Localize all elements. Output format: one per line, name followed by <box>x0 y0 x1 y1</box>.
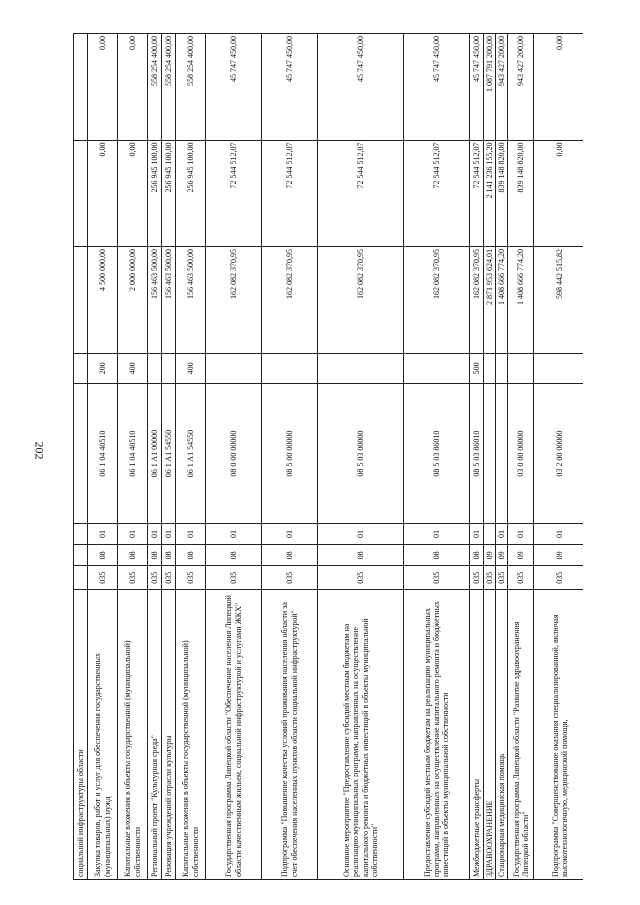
row-name: Капитальные вложения в объекты государственной (муниципальной) собственности <box>176 590 206 880</box>
table-row <box>404 34 470 880</box>
row-expense-type: 400 <box>118 353 148 384</box>
table-row <box>534 34 583 880</box>
row-name: Государственная программа Липецкой области "Развитие здравоохранения Липецкой области" <box>508 590 534 880</box>
row-expense-type <box>484 353 496 384</box>
row-grbs: 035 <box>148 566 162 590</box>
row-amount-year-2: 72 544 512,07 <box>262 140 318 246</box>
row-target-article: 06 1 A1 54550 <box>176 384 206 524</box>
row-grbs: 035 <box>88 566 118 590</box>
row-expense-type <box>162 353 176 384</box>
row-grbs <box>74 566 88 590</box>
table-row <box>484 34 496 880</box>
row-amount-year-2: 2 141 236 155,20 <box>484 140 496 246</box>
row-amount-year-1: 162 082 370,95 <box>470 247 484 353</box>
row-grbs: 035 <box>470 566 484 590</box>
row-amount-year-3: 0,00 <box>88 34 118 141</box>
row-target-article: 03 0 00 00000 <box>508 384 534 524</box>
row-name: социальной инфраструктуры области <box>74 590 88 880</box>
row-amount-year-1: 156 463 500,00 <box>176 247 206 353</box>
row-subsection: 01 <box>162 523 176 544</box>
row-target-article: 08 0 00 00000 <box>206 384 262 524</box>
row-name: Капитальные вложения в объекты государственной (муниципальной) собственности <box>118 590 148 880</box>
row-subsection: 01 <box>404 523 470 544</box>
row-subsection: 01 <box>176 523 206 544</box>
row-amount-year-2: 256 945 100,00 <box>148 140 162 246</box>
row-amount-year-1: 162 082 370,95 <box>206 247 262 353</box>
row-target-article <box>74 384 88 524</box>
row-subsection <box>484 523 496 544</box>
row-amount-year-2: 72 544 512,07 <box>470 140 484 246</box>
row-target-article: 03 2 00 00000 <box>534 384 583 524</box>
row-subsection: 01 <box>534 523 583 544</box>
row-amount-year-1: 156 463 500,00 <box>162 247 176 353</box>
row-amount-year-1: 156 463 500,00 <box>148 247 162 353</box>
budget-table <box>73 33 583 880</box>
row-section: 08 <box>404 545 470 566</box>
table-row <box>206 34 262 880</box>
row-grbs: 035 <box>508 566 534 590</box>
budget-table-grid <box>73 33 583 880</box>
row-subsection: 01 <box>88 523 118 544</box>
row-expense-type <box>206 353 262 384</box>
row-amount-year-1: 2 871 953 624,01 <box>484 247 496 353</box>
row-grbs: 035 <box>206 566 262 590</box>
row-subsection: 01 <box>148 523 162 544</box>
row-expense-type <box>496 353 508 384</box>
row-name: Стационарная медицинская помощь <box>496 590 508 880</box>
row-expense-type <box>148 353 162 384</box>
row-name: Региональный проект "Культурная среда" <box>148 590 162 880</box>
row-section: 08 <box>148 545 162 566</box>
row-section: 08 <box>262 545 318 566</box>
row-amount-year-1: 162 082 370,95 <box>262 247 318 353</box>
row-target-article: 08 5 03 86010 <box>470 384 484 524</box>
row-amount-year-2: 72 544 512,07 <box>318 140 404 246</box>
row-section: 09 <box>508 545 534 566</box>
row-expense-type <box>74 353 88 384</box>
table-row <box>88 34 118 880</box>
row-amount-year-1: 598 442 515,82 <box>534 247 583 353</box>
row-amount-year-2: 72 544 512,07 <box>206 140 262 246</box>
row-expense-type <box>404 353 470 384</box>
row-grbs: 035 <box>262 566 318 590</box>
row-target-article: 08 5 00 00000 <box>262 384 318 524</box>
table-row <box>74 34 88 880</box>
row-grbs: 035 <box>404 566 470 590</box>
row-target-article: 06 1 04 40510 <box>118 384 148 524</box>
row-target-article: 06 1 04 40510 <box>88 384 118 524</box>
row-subsection: 01 <box>508 523 534 544</box>
row-amount-year-2: 256 945 100,00 <box>176 140 206 246</box>
row-expense-type: 400 <box>176 353 206 384</box>
row-expense-type: 500 <box>470 353 484 384</box>
row-amount-year-1: 162 082 370,95 <box>404 247 470 353</box>
page-number: 202 <box>32 441 47 460</box>
row-amount-year-3: 558 254 400,00 <box>148 34 162 141</box>
table-row <box>118 34 148 880</box>
row-amount-year-1: 1 408 666 774,20 <box>508 247 534 353</box>
row-amount-year-2: 839 148 820,00 <box>508 140 534 246</box>
row-amount-year-2: 0,00 <box>534 140 583 246</box>
row-section: 08 <box>118 545 148 566</box>
row-section: 09 <box>484 545 496 566</box>
row-name: Реновация учреждений отрасли культуры <box>162 590 176 880</box>
row-name: Предоставление субсидий местным бюджетам на реализацию муниципальных программ, направленных на осуществление капитального ремонта и бюджетных инвестиций в объекты муниципальной собственности <box>404 590 470 880</box>
row-amount-year-3: 45 747 450,00 <box>206 34 262 141</box>
table-row <box>176 34 206 880</box>
row-subsection: 01 <box>118 523 148 544</box>
row-expense-type: 200 <box>88 353 118 384</box>
row-amount-year-1: 162 082 370,95 <box>318 247 404 353</box>
row-section: 08 <box>162 545 176 566</box>
row-section: 08 <box>470 545 484 566</box>
table-row <box>162 34 176 880</box>
table-row <box>470 34 484 880</box>
row-section: 08 <box>176 545 206 566</box>
row-grbs: 035 <box>484 566 496 590</box>
row-grbs: 035 <box>162 566 176 590</box>
row-subsection: 01 <box>206 523 262 544</box>
row-section: 08 <box>88 545 118 566</box>
row-subsection: 01 <box>318 523 404 544</box>
table-row <box>508 34 534 880</box>
row-amount-year-1 <box>74 247 88 353</box>
row-amount-year-3: 45 747 450,00 <box>318 34 404 141</box>
row-name: ЗДРАВООХРАНЕНИЕ <box>484 590 496 880</box>
row-section: 08 <box>318 545 404 566</box>
table-row <box>262 34 318 880</box>
row-grbs: 035 <box>318 566 404 590</box>
row-grbs: 035 <box>176 566 206 590</box>
row-grbs: 035 <box>534 566 583 590</box>
row-subsection <box>74 523 88 544</box>
row-amount-year-2: 72 544 512,07 <box>404 140 470 246</box>
row-section: 09 <box>534 545 583 566</box>
row-target-article: 08 5 03 86010 <box>404 384 470 524</box>
row-expense-type <box>318 353 404 384</box>
row-grbs: 035 <box>118 566 148 590</box>
row-amount-year-3: 45 747 450,00 <box>262 34 318 141</box>
row-expense-type <box>262 353 318 384</box>
row-section: 08 <box>206 545 262 566</box>
row-amount-year-3: 558 254 400,00 <box>162 34 176 141</box>
row-target-article <box>496 384 508 524</box>
row-amount-year-2: 256 945 100,00 <box>162 140 176 246</box>
row-name: Закупка товаров, работ и услуг для обеспечения государственных (муниципальных) нужд <box>88 590 118 880</box>
row-target-article: 08 5 03 00000 <box>318 384 404 524</box>
row-amount-year-1: 4 500 000,00 <box>88 247 118 353</box>
row-amount-year-3 <box>74 34 88 141</box>
row-target-article: 06 1 A1 54550 <box>162 384 176 524</box>
row-amount-year-3: 943 427 200,00 <box>496 34 508 141</box>
row-amount-year-3: 558 254 400,00 <box>176 34 206 141</box>
row-expense-type <box>508 353 534 384</box>
row-amount-year-2: 0,00 <box>118 140 148 246</box>
row-grbs: 035 <box>496 566 508 590</box>
row-target-article: 06 1 A1 00000 <box>148 384 162 524</box>
row-amount-year-3: 943 427 200,00 <box>508 34 534 141</box>
row-amount-year-1: 1 408 666 774,20 <box>496 247 508 353</box>
row-amount-year-1: 2 000 000,00 <box>118 247 148 353</box>
row-name: Межбюджетные трансферты <box>470 590 484 880</box>
row-name: Государственная программа Липецкой области "Обеспечение населения Липецкой области качественным жильем, социальной инфраструктурой и услугами ЖКХ" <box>206 590 262 880</box>
row-name: Подпрограмма "Совершенствование оказания специализированной, включая высокотехнологичную, медицинской помощи, <box>534 590 583 880</box>
table-row <box>496 34 508 880</box>
row-name: Подпрограмма "Повышение качества условий проживания населения области за счет обеспечения населенных пунктов области социальной инфраструктурой" <box>262 590 318 880</box>
row-section <box>74 545 88 566</box>
table-row <box>148 34 162 880</box>
row-amount-year-3: 45 747 450,00 <box>470 34 484 141</box>
row-amount-year-2: 0,00 <box>88 140 118 246</box>
row-amount-year-3: 45 747 450,00 <box>404 34 470 141</box>
row-expense-type <box>534 353 583 384</box>
row-amount-year-3: 1 087 791 200,00 <box>484 34 496 141</box>
row-subsection: 01 <box>262 523 318 544</box>
row-section: 09 <box>496 545 508 566</box>
table-row <box>318 34 404 880</box>
row-amount-year-2: 839 148 820,00 <box>496 140 508 246</box>
row-amount-year-3: 0,00 <box>118 34 148 141</box>
row-name: Основное мероприятие "Предоставление субсидий местным бюджетам на реализацию муниципальных программ, направленных на осуществление капитального ремонта и бюджетных инвестиций в объекты муниципальной собственности" <box>318 590 404 880</box>
row-amount-year-2 <box>74 140 88 246</box>
row-subsection: 01 <box>496 523 508 544</box>
rotated-table-frame <box>73 33 583 880</box>
row-subsection: 01 <box>470 523 484 544</box>
row-amount-year-3: 0,00 <box>534 34 583 141</box>
row-target-article <box>484 384 496 524</box>
